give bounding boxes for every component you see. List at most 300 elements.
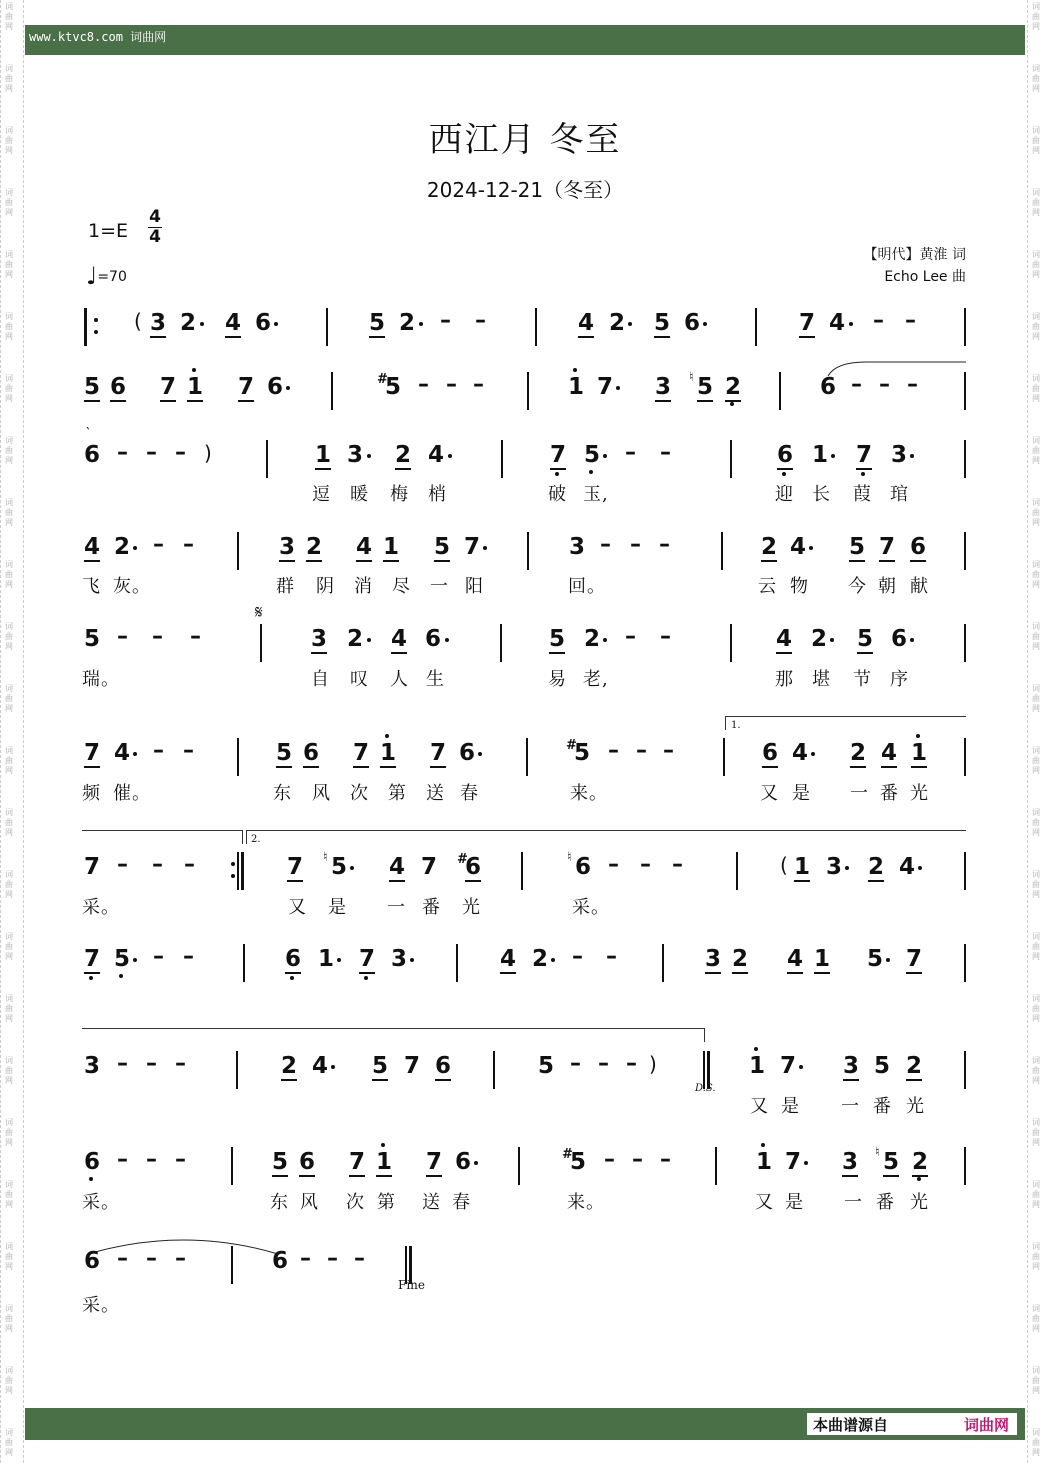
note: 6 [455, 1149, 472, 1175]
top-banner [25, 25, 1025, 55]
note: 3 [843, 1053, 860, 1079]
note: 6 [299, 1149, 316, 1175]
note: 2 [114, 534, 131, 560]
lyric: 采。 [82, 897, 120, 918]
source-badge[interactable] [807, 1413, 1017, 1435]
note: 5 [654, 310, 671, 336]
lyric: 阴 [316, 576, 335, 597]
lyric: 风 [300, 1192, 319, 1213]
watermark-text: 词曲网 [1032, 746, 1040, 775]
note: 6 [272, 1248, 289, 1274]
note: 4 [312, 1053, 329, 1079]
lyric: 送 [426, 783, 445, 804]
watermark-text: 词曲网 [5, 188, 13, 217]
bottom-banner [25, 1408, 1025, 1440]
watermark-text: 词曲网 [1032, 994, 1040, 1023]
lyric: 灰。 [113, 576, 151, 597]
lyric: 光 [462, 897, 481, 918]
watermark-text: 词曲网 [5, 932, 13, 961]
lyric: 葭 [853, 484, 872, 505]
watermark-text: 词曲网 [5, 126, 13, 155]
barline [526, 738, 528, 776]
quarter-note-icon: ♩ [86, 262, 98, 290]
lyric: 老, [583, 669, 609, 690]
lyric: 又 [288, 897, 307, 918]
note: 1 [383, 534, 400, 560]
note: 1 [376, 1149, 393, 1175]
note: 7 [430, 740, 447, 766]
note: 2 [761, 534, 778, 560]
lyric: 番 [880, 783, 899, 804]
note: 6 [820, 374, 837, 400]
watermark-text: 词曲网 [5, 250, 13, 279]
time-signature [148, 208, 162, 247]
note: 6 [910, 534, 927, 560]
note: 4 [881, 740, 898, 766]
note: 5 [867, 946, 884, 972]
repeat-dot [94, 318, 98, 322]
note: 5 [84, 626, 101, 652]
note: 7 [780, 1053, 797, 1079]
note: 7 [597, 374, 614, 400]
lyric: 采。 [82, 1295, 120, 1316]
note: 5 [272, 1149, 289, 1175]
natural-icon: ♮ [567, 850, 572, 865]
watermark-text: 词曲网 [1032, 1118, 1040, 1147]
lyric: 第 [377, 1192, 396, 1213]
watermark-text: 词曲网 [5, 560, 13, 589]
lyric: 采。 [572, 897, 610, 918]
watermark-text: 词曲网 [5, 746, 13, 775]
lyric: 阳 [465, 576, 484, 597]
watermark-text: 词曲网 [1032, 498, 1040, 527]
note: 3 [150, 310, 167, 336]
note: 1 [814, 946, 831, 972]
note: 4 [84, 534, 101, 560]
note: 5 [584, 442, 601, 468]
lyric: 梢 [428, 484, 447, 505]
watermark-text: 词曲网 [5, 994, 13, 1023]
note: 6 [84, 442, 101, 468]
lyric: 又 [750, 1096, 769, 1117]
note: 7 [856, 442, 873, 468]
watermark-text: 词曲网 [5, 1366, 13, 1395]
lyric: 长 [812, 484, 831, 505]
lyric: 东 [273, 783, 292, 804]
note: 3 [569, 534, 586, 560]
watermark-text: 词曲网 [5, 436, 13, 465]
note: 5 [372, 1053, 389, 1079]
lyric: 来。 [570, 783, 608, 804]
note: 2 [609, 310, 626, 336]
note: 6 [465, 854, 482, 880]
note: 3 [84, 1053, 101, 1079]
lyric: 是 [328, 897, 347, 918]
source-site[interactable]: 词曲网 [963, 1416, 1009, 1434]
note: 3 [705, 946, 722, 972]
note: 7 [785, 1149, 802, 1175]
note: 1 [315, 442, 332, 468]
watermark-text: 词曲网 [1032, 188, 1040, 217]
note: 6 [425, 626, 442, 652]
barline [326, 308, 328, 346]
watermark-text: 词曲网 [5, 498, 13, 527]
barline [527, 532, 529, 570]
volta-2-bracket [246, 830, 966, 831]
note: 7 [84, 740, 101, 766]
note: 1 [812, 442, 829, 468]
barline [755, 308, 757, 346]
lyric: 番 [422, 897, 441, 918]
breath-mark-icon: ` [84, 426, 91, 442]
barline [736, 852, 738, 890]
composer-credit: Echo Lee 曲 [884, 269, 966, 285]
close-paren: ) [649, 1052, 657, 1076]
lyric: 琯 [890, 484, 909, 505]
barline [964, 440, 966, 478]
watermark-text: 词曲网 [1032, 374, 1040, 403]
watermark-text: 词曲网 [1032, 870, 1040, 899]
song-title: 西江月 冬至 [428, 120, 622, 160]
note: 6 [285, 946, 302, 972]
natural-icon: ♮ [689, 370, 694, 385]
barline [237, 738, 239, 776]
watermark-text: 词曲网 [5, 1180, 13, 1209]
lyric: 节 [853, 669, 872, 690]
barline [721, 532, 723, 570]
note: 2 [281, 1053, 298, 1079]
lyric: 又 [755, 1192, 774, 1213]
lyric: 瑞。 [82, 669, 120, 690]
note: 2 [584, 626, 601, 652]
lyric: 光 [910, 1192, 929, 1213]
note: 4 [790, 534, 807, 560]
watermark-text: 词曲网 [1032, 1056, 1040, 1085]
barline [501, 440, 503, 478]
lyricist-credit: 【明代】黄淮 词 [863, 247, 966, 263]
note: 7 [238, 374, 255, 400]
note: 2 [395, 442, 412, 468]
note: 7 [84, 854, 101, 880]
lyric: 朝 [878, 576, 897, 597]
barline [260, 624, 262, 662]
note: 4 [225, 310, 242, 336]
barline [723, 738, 725, 776]
note: 4 [389, 854, 406, 880]
lyric: 一 [850, 783, 869, 804]
lyric: 易 [548, 669, 567, 690]
watermark-text: 词曲网 [1032, 312, 1040, 341]
watermark-text: 词曲网 [1032, 932, 1040, 961]
lyric: 番 [873, 1096, 892, 1117]
note: 1 [749, 1053, 766, 1079]
note: 4 [500, 946, 517, 972]
note: 5 [570, 1149, 587, 1175]
lyric: 次 [346, 1192, 365, 1213]
source-label: 本曲谱源自 [813, 1416, 889, 1434]
note: 7 [287, 854, 304, 880]
tempo-value: =70 [97, 269, 127, 285]
lyric: 物 [790, 576, 809, 597]
repeat-dot [231, 874, 235, 878]
watermark-text: 词曲网 [5, 1242, 13, 1271]
note: 6 [435, 1053, 452, 1079]
note: 1 [911, 740, 928, 766]
lyric: 序 [890, 669, 909, 690]
dal-segno-mark: D.S. [695, 1083, 716, 1094]
note: 7 [404, 1053, 421, 1079]
note: 4 [578, 310, 595, 336]
barline [231, 1246, 233, 1284]
note: 5 [84, 374, 101, 400]
barline [521, 852, 523, 890]
site-url[interactable]: www.ktvc8.com 词曲网 [29, 30, 167, 44]
watermark-text: 词曲网 [5, 1056, 13, 1085]
song-subtitle: 2024-12-21（冬至） [426, 178, 624, 202]
lyric: 光 [906, 1096, 925, 1117]
lyric: 堪 [812, 669, 831, 690]
barline [535, 308, 537, 346]
note: 5 [574, 740, 591, 766]
lyric: 一 [841, 1096, 860, 1117]
right-watermark-strip [1027, 0, 1050, 1463]
time-bottom: 4 [149, 227, 161, 247]
tempo-mark [86, 262, 127, 290]
note: 3 [311, 626, 328, 652]
sharp-icon: # [566, 738, 577, 753]
note: 1 [756, 1149, 773, 1175]
watermark-text: 词曲网 [1032, 560, 1040, 589]
lyric: 频 [82, 783, 101, 804]
note: 4 [787, 946, 804, 972]
lyric: 次 [350, 783, 369, 804]
note: 5 [434, 534, 451, 560]
note: 3 [891, 442, 908, 468]
barline [779, 372, 781, 410]
note: 7 [464, 534, 481, 560]
repeat-end-barline [237, 852, 239, 890]
note: 5 [331, 854, 348, 880]
watermark-text: 词曲网 [1032, 1366, 1040, 1395]
barline [730, 624, 732, 662]
lyric: 送 [422, 1192, 441, 1213]
lyric: 回。 [568, 576, 606, 597]
lyric: 暖 [350, 484, 369, 505]
lyric: 献 [910, 576, 929, 597]
note: 2 [906, 1053, 923, 1079]
volta-2-continuation [82, 1028, 704, 1029]
note: 6 [84, 1248, 101, 1274]
note: 7 [799, 310, 816, 336]
lyric: 催。 [113, 783, 151, 804]
barline [231, 1147, 233, 1185]
note: 2 [811, 626, 828, 652]
lyric: 是 [792, 783, 811, 804]
watermark-text: 词曲网 [1032, 622, 1040, 651]
note: 4 [114, 740, 131, 766]
note: 3 [842, 1149, 859, 1175]
open-paren: ( [780, 853, 788, 877]
watermark-text: 词曲网 [1032, 250, 1040, 279]
note: 5 [114, 946, 131, 972]
note: 2 [732, 946, 749, 972]
sharp-icon: # [562, 1147, 573, 1162]
sharp-icon: # [457, 852, 468, 867]
barline [527, 372, 529, 410]
lyric: 玉, [583, 484, 609, 505]
note: 4 [899, 854, 916, 880]
note: 6 [84, 1149, 101, 1175]
lyric: 一 [430, 576, 449, 597]
watermark-text: 词曲网 [1032, 684, 1040, 713]
barline [236, 1051, 238, 1089]
sharp-icon: # [377, 372, 388, 387]
watermark-text: 词曲网 [1032, 1304, 1040, 1333]
close-paren: ) [204, 441, 212, 465]
barline [964, 738, 966, 776]
barline [662, 944, 664, 982]
note: 2 [306, 534, 323, 560]
barline [964, 532, 966, 570]
barline [243, 944, 245, 982]
watermark-text: 词曲网 [1032, 1242, 1040, 1271]
open-paren: ( [134, 309, 142, 333]
note: 1 [380, 740, 397, 766]
note: 5 [276, 740, 293, 766]
lyric: 飞 [82, 576, 101, 597]
lyric: 那 [775, 669, 794, 690]
watermark-text: 词曲网 [1032, 808, 1040, 837]
note: 7 [879, 534, 896, 560]
note: 6 [303, 740, 320, 766]
watermark-text: 词曲网 [5, 870, 13, 899]
segno-icon: 𝄋 [255, 602, 263, 623]
note: 3 [279, 534, 296, 560]
lyric: 今 [848, 576, 867, 597]
lyric: 叹 [350, 669, 369, 690]
note: 1 [568, 374, 585, 400]
lyric: 第 [388, 783, 407, 804]
note: 6 [575, 854, 592, 880]
barline [493, 1051, 495, 1089]
barline [964, 1147, 966, 1185]
watermark-text: 词曲网 [1032, 1428, 1040, 1457]
note: 7 [426, 1149, 443, 1175]
watermark-text: 词曲网 [5, 684, 13, 713]
volta-1-label: 1. [731, 720, 741, 731]
note: 2 [868, 854, 885, 880]
note: 6 [110, 374, 127, 400]
barline [964, 1051, 966, 1089]
note: 3 [391, 946, 408, 972]
repeat-dot [231, 862, 235, 866]
lyric: 光 [910, 783, 929, 804]
note: 5 [849, 534, 866, 560]
lyric: 梅 [390, 484, 409, 505]
note: 2 [532, 946, 549, 972]
note: 2 [347, 626, 364, 652]
watermark-text: 词曲网 [5, 2, 13, 31]
barline [456, 944, 458, 982]
lyric: 破 [548, 484, 567, 505]
note: 3 [826, 854, 843, 880]
note: 1 [318, 946, 335, 972]
lyric: 人 [390, 669, 409, 690]
barline [331, 372, 333, 410]
note: 2 [912, 1149, 929, 1175]
note: 4 [829, 310, 846, 336]
note: 5 [385, 374, 402, 400]
lyric: 春 [460, 783, 479, 804]
barline [500, 624, 502, 662]
left-watermark-strip [0, 0, 24, 1463]
note: 1 [794, 854, 811, 880]
note: 7 [84, 946, 101, 972]
lyric: 一 [387, 897, 406, 918]
repeat-dot [94, 330, 98, 334]
lyric: 消 [354, 576, 373, 597]
watermark-text: 词曲网 [5, 1118, 13, 1147]
lyric: 一 [844, 1192, 863, 1213]
repeat-start-barline [84, 308, 87, 346]
watermark-text: 词曲网 [1032, 2, 1040, 31]
lyric: 迎 [775, 484, 794, 505]
lyric: 东 [270, 1192, 289, 1213]
watermark-text: 词曲网 [5, 374, 13, 403]
note: 4 [391, 626, 408, 652]
barline [964, 852, 966, 890]
lyric: 采。 [82, 1192, 120, 1213]
lyric: 番 [876, 1192, 895, 1213]
note: 6 [255, 310, 272, 336]
barline [964, 624, 966, 662]
note: 6 [459, 740, 476, 766]
time-top: 4 [149, 207, 161, 227]
barline [715, 1147, 717, 1185]
note: 5 [857, 626, 874, 652]
watermark-text: 词曲网 [5, 312, 13, 341]
watermark-text: 词曲网 [1032, 126, 1040, 155]
note: 5 [874, 1053, 891, 1079]
note: 2 [850, 740, 867, 766]
note: 7 [421, 854, 438, 880]
lyric: 风 [312, 783, 331, 804]
lyric: 群 [276, 576, 295, 597]
tie-arc [826, 360, 968, 378]
note: 3 [347, 442, 364, 468]
note: 7 [359, 946, 376, 972]
note: 6 [267, 374, 284, 400]
watermark-text: 词曲网 [5, 64, 13, 93]
note: 2 [180, 310, 197, 336]
note: 2 [725, 374, 742, 400]
note: 6 [891, 626, 908, 652]
watermark-text: 词曲网 [1032, 1180, 1040, 1209]
fine-mark: Fine [398, 1278, 425, 1292]
lyric: 生 [426, 669, 445, 690]
note: 4 [428, 442, 445, 468]
lyric: 自 [311, 669, 330, 690]
barline [237, 532, 239, 570]
note: 1 [187, 374, 204, 400]
lyric: 春 [452, 1192, 471, 1213]
barline [266, 440, 268, 478]
note: 5 [538, 1053, 555, 1079]
watermark-text: 词曲网 [1032, 64, 1040, 93]
note: 6 [762, 740, 779, 766]
note: 5 [883, 1149, 900, 1175]
natural-icon: ♮ [875, 1145, 880, 1160]
